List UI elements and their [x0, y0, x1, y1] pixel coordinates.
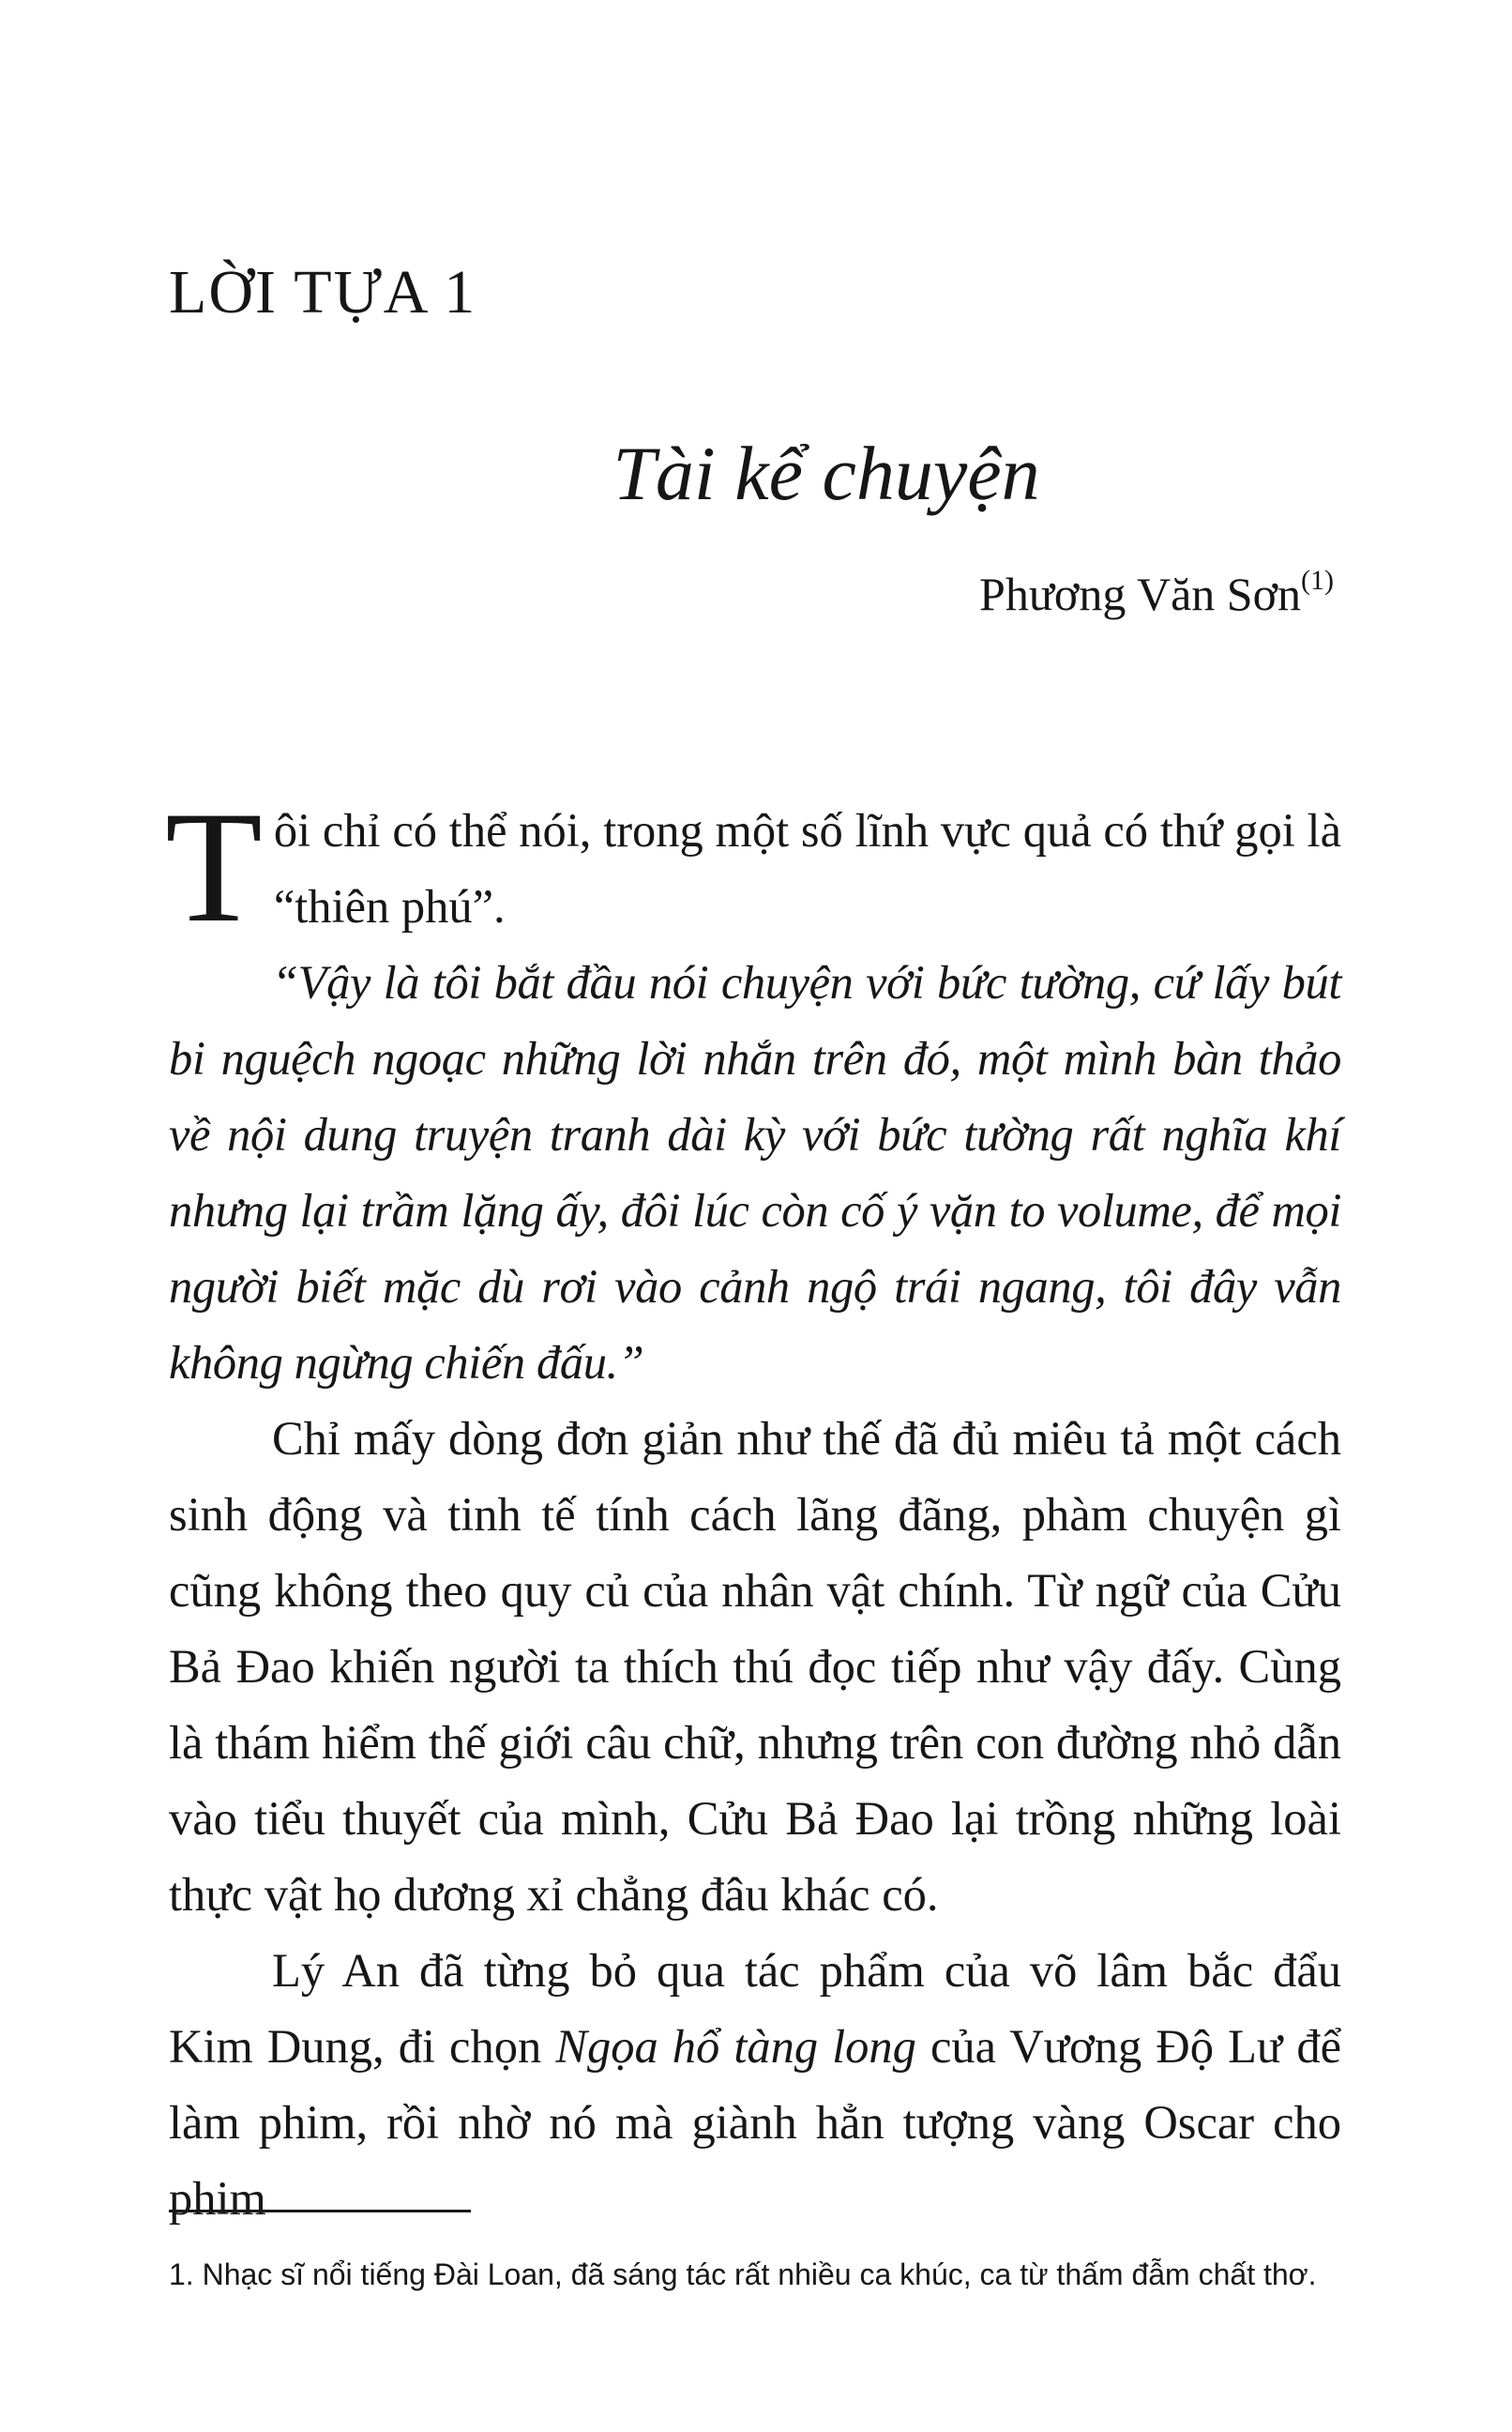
- drop-cap: T: [165, 779, 263, 955]
- paragraph-4-start: Lý An đã từng bỏ qua tác phẩm của võ lâm bắc đẩu Kim Dung, đi chọn: [169, 1944, 1341, 2073]
- paragraph-2-quote: “Vậy là tôi bắt đầu nói chuyện với bức tường, cứ lấy bút bi nguệch ngoạc những lời nhắn trên đó, một mình bàn thảo về nội dung truyện tranh dài kỳ với bức tường rất nghĩa khí nhưng lại trầm lặng ấy, đôi lúc còn cố ý vặn to volume, để mọi người biết mặc dù rơi vào cảnh ngộ trái ngang, tôi đây vẫn không ngừng chiến đấu.”: [169, 956, 1341, 1389]
- footnote-marker: (1): [1301, 565, 1334, 596]
- paragraph-1-text: ôi chỉ có thể nói, trong một số lĩnh vực quả có thứ gọi là “thiên phú”.: [273, 804, 1341, 933]
- footnote: 1. Nhạc sĩ nổi tiếng Đài Loan, đã sáng tác rất nhiều ca khúc, ca từ thấm đẫm chất thơ.: [169, 2257, 1317, 2291]
- paragraph-3: Chỉ mấy dòng đơn giản như thế đã đủ miêu tả một cách sinh động và tinh tế tính cách lãng đãng, phàm chuyện gì cũng không theo quy củ của nhân vật chính. Từ ngữ của Cửu Bả Đao khiến người ta thích thú đọc tiếp như vậy đấy. Cùng là thám hiểm thế giới câu chữ, nhưng trên con đường nhỏ dẫn vào tiểu thuyết của mình, Cửu Bả Đao lại trồng những loài thực vật họ dương xỉ chẳng đâu khác có.: [169, 1412, 1341, 1921]
- paragraph-4-end: của Vương Độ Lư để làm phim, rồi nhờ nó mà giành hẳn tượng vàng Oscar cho phim: [169, 2020, 1341, 2225]
- body-text: [165, 779, 1341, 2237]
- author-name: Phương Văn Sơn: [979, 568, 1302, 620]
- chapter-title: Tài kể chuyện: [612, 431, 1040, 516]
- author-line: [979, 561, 1334, 627]
- section-label: LỜI TỰA 1: [169, 258, 477, 327]
- paragraph-1: [165, 779, 1341, 955]
- footnote-divider: [169, 2210, 471, 2212]
- paragraph-4-film-title: Ngọa hổ tàng long: [555, 2020, 916, 2073]
- paragraph-4: [169, 1933, 1341, 2237]
